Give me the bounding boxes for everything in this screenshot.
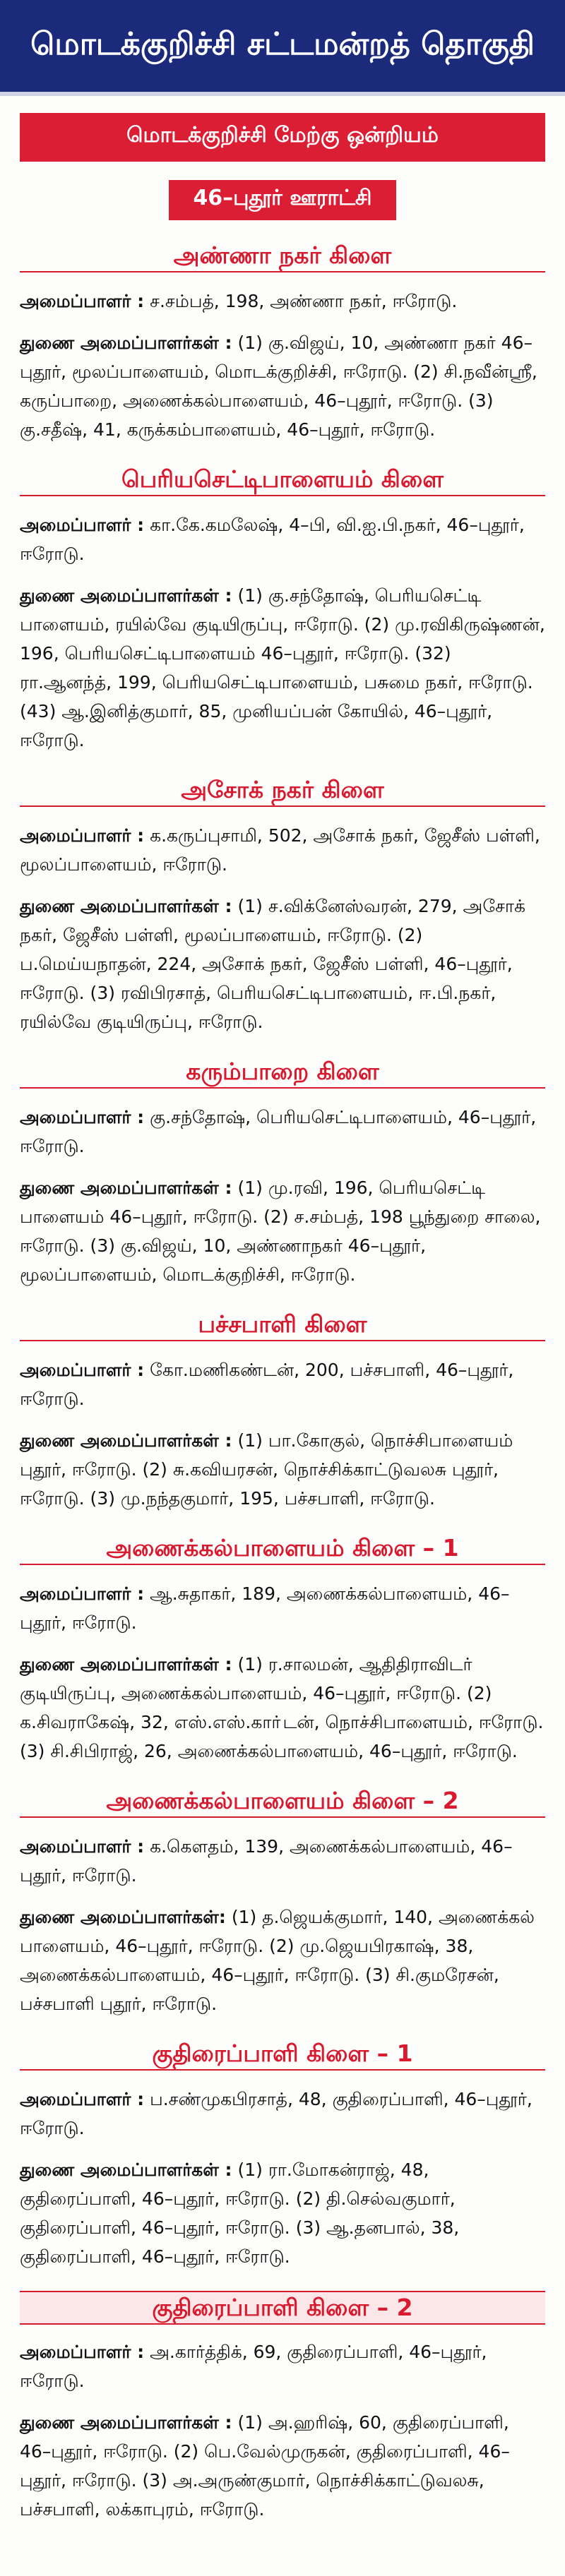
leader-text: ப.சண்முகபிரசாத், 48, குதிரைப்பாளி, 46–புதூர், ஈரோடு. [20,2089,533,2138]
deputies-label: துணை அமைப்பாளர்கள் : [20,585,232,606]
deputies-label: துணை அமைப்பாளர்கள்: [20,1907,226,1927]
branch-title: குதிரைப்பாளி கிளை – 2 [20,2291,545,2325]
branch-section [0,240,565,444]
title-divider [20,1816,545,1818]
branch-title: அணைக்கல்பாளையம் கிளை – 1 [106,1534,459,1562]
leader-label: அமைப்பாளர் : [20,1836,145,1857]
deputies-label: துணை அமைப்பாளர்கள் : [20,1654,232,1675]
deputies-entry [20,1903,545,2018]
deputies-label: துணை அமைப்பாளர்கள் : [20,1430,232,1451]
leader-label: அமைப்பாளர் : [20,1107,145,1127]
deputies-text: (1) மு.ரவி, 196, பெரியசெட்டி பாளையம் 46–புதூர், ஈரோடு. (2) ச.சம்பத், 198 பூந்துறை சாலை, ஈரோடு. (3) கு.விஜய், 10, அண்ணாநகர் 46–புதூர், மூலப்பாளையம், மொடக்குறிச்சி, ஈரோடு. [20,1178,541,1285]
leader-label: அமைப்பாளர் : [20,2089,145,2109]
title-divider [20,271,545,272]
branch-section [0,1533,565,1766]
leader-label: அமைப்பாளர் : [20,1583,145,1604]
leader-text: ஆ.சுதாகர், 189, அணைக்கல்பாளையம், 46–புதூர், ஈரோடு. [20,1583,510,1633]
deputies-text: (1) கு.விஜய், 10, அண்ணா நகர் 46–புதூர், மூலப்பாளையம், மொடக்குறிச்சி, ஈரோடு. (2) சி.நவீன்ஸ்ரீ, கருப்பாறை, அணைக்கல்பாளையம், 46–புதூர், ஈரோடு. (3) கு.சதீஷ், 41, கருக்கம்பாளையம், 46–புதூர், ஈரோடு. [20,333,537,440]
branch-title: அசோக் நகர் கிளை [181,776,384,803]
deputies-label: துணை அமைப்பாளர்கள் : [20,2412,232,2433]
leader-entry [20,287,545,316]
title-divider [20,1564,545,1565]
title-divider [20,1340,545,1341]
leader-text: க.கருப்புசாமி, 502, அசோக் நகர், ஜேசீஸ் பள்ளி, மூலப்பாளையம், ஈரோடு. [20,825,540,875]
title-spacer [20,2325,545,2337]
branch-section [0,464,565,755]
leader-label: அமைப்பாளர் : [20,515,145,535]
branch-section [0,1309,565,1513]
branch-title: பச்சபாளி கிளை [198,1310,367,1338]
deputies-text: (1) அ.ஹரிஷ், 60, குதிரைப்பாளி, 46–புதூர், ஈரோடு. (2) பெ.வேல்முருகன், குதிரைப்பாளி, 46–புதூர், ஈரோடு. (3) அ.அருண்குமார், நொச்சிக்காட்டுவலசு, பச்சபாளி, லக்காபுரம், ஈரோடு. [20,2412,510,2520]
title-divider [20,2069,545,2071]
leader-text: கா.கே.கமலேஷ், 4–பி, வி.ஐ.பி.நகர், 46–புதூர், ஈரோடு. [20,515,525,564]
deputies-label: துணை அமைப்பாளர்கள் : [20,2159,232,2180]
leader-entry [20,1832,545,1890]
title-divider [20,805,545,807]
branch-title: அண்ணா நகர் கிளை [173,241,392,269]
leader-entry [20,510,545,568]
branch-title: கரும்பாறை கிளை [186,1058,379,1085]
leader-label: அமைப்பாளர் : [20,1360,145,1380]
leader-text: கு.சந்தோஷ், பெரியசெட்டிபாளையம், 46–புதூர், ஈரோடு. [20,1107,537,1156]
panchayat-banner-wrap [0,180,565,220]
deputies-entry [20,1426,545,1513]
deputies-entry [20,1650,545,1766]
deputies-entry [20,892,545,1036]
deputies-entry [20,1173,545,1289]
leader-label: அமைப்பாளர் : [20,825,145,846]
constituency-title: மொடக்குறிச்சி சட்டமன்றத் தொகுதி [30,25,535,62]
page-header [0,0,565,96]
branch-section [0,1785,565,2018]
deputies-label: துணை அமைப்பாளர்கள் : [20,896,232,916]
branch-section [0,1056,565,1289]
leader-label: அமைப்பாளர் : [20,291,145,311]
deputies-entry [20,581,545,755]
branch-section [0,774,565,1036]
leader-entry [20,2337,545,2395]
deputies-label: துணை அமைப்பாளர்கள் : [20,1178,232,1198]
leader-text: ச.சம்பத், 198, அண்ணா நகர், ஈரோடு. [150,291,458,311]
leader-entry [20,1579,545,1637]
branch-section [0,2038,565,2271]
deputies-text: (1) ர.சாலமன், ஆதிதிராவிடர் குடியிருப்பு, அணைக்கல்பாளையம், 46–புதூர், ஈரோடு. (2) க.சிவராகேஷ், 32, எஸ்.எஸ்.காா்டன், நொச்சிபாளையம், ஈரோடு. (3) சி.சிபிராஜ், 26, அணைக்கல்பாளையம், 46–புதூர், ஈரோடு. [20,1654,544,1761]
deputies-entry [20,2155,545,2271]
branch-title: குதிரைப்பாளி கிளை – 1 [152,2039,413,2067]
deputies-entry [20,2408,545,2524]
leader-entry [20,1355,545,1413]
deputies-text: (1) பா.கோகுல், நொச்சிபாளையம் புதூர், ஈரோடு. (2) சு.கவியரசன், நொச்சிக்காட்டுவலசு புதூர், ஈரோடு. (3) மு.நந்தகுமார், 195, பச்சபாளி, ஈரோடு. [20,1430,513,1509]
panchayat-banner: 46–புதூர் ஊராட்சி [169,180,396,220]
leader-text: அ.கார்த்திக், 69, குதிரைப்பாளி, 46–புதூர், ஈரோடு. [20,2342,487,2391]
branch-title: அணைக்கல்பாளையம் கிளை – 2 [106,1787,459,1814]
deputies-label: துணை அமைப்பாளர்கள் : [20,333,232,353]
deputies-text: (1) கு.சந்தோஷ், பெரியசெட்டி பாளையம், ரயில்வே குடியிருப்பு, ஈரோடு. (2) மு.ரவிகிருஷ்ணன், 196, பெரியசெட்டிபாளையம் 46–புதூர், ஈரோடு. (32) ரா.ஆனந்த், 199, பெரியசெட்டிபாளையம், பசுமை நகர், ஈரோடு. (43) ஆ.இனித்குமார், 85, முனியப்பன் கோயில், 46–புதூர், ஈரோடு. [20,585,545,750]
union-banner: மொடக்குறிச்சி மேற்கு ஒன்றியம் [20,113,545,162]
deputies-text: (1) த.ஜெயக்குமார், 140, அணைக்கல் பாளையம், 46–புதூர், ஈரோடு. (2) மு.ஜெயபிரகாஷ், 38, அணைக்கல்பாளையம், 46–புதூர், ஈரோடு. (3) சி.குமரேசன், பச்சபாளி புதூர், ஈரோடு. [20,1907,535,2014]
leader-label: அமைப்பாளர் : [20,2342,145,2362]
deputies-entry [20,328,545,444]
title-divider [20,495,545,496]
branch-title: பெரியசெட்டிபாளையம் கிளை [121,465,444,493]
leader-entry [20,821,545,879]
branch-section [0,2291,565,2524]
leader-entry [20,2085,545,2143]
deputies-text: (1) ச.விக்னேஸ்வரன், 279, அசோக் நகர், ஜேசீஸ் பள்ளி, மூலப்பாளையம், ஈரோடு. (2) ப.மெய்யநாதன், 224, அசோக் நகர், ஜேசீஸ் பள்ளி, 46–புதூர், ஈரோடு. (3) ரவிபிரசாத், பெரியசெட்டிபாளையம், ஈ.பி.நகர், ரயில்வே குடியிருப்பு, ஈரோடு. [20,896,525,1032]
leader-text: க.கௌதம், 139, அணைக்கல்பாளையம், 46–புதூர், ஈரோடு. [20,1836,513,1886]
deputies-text: (1) ரா.மோகன்ராஜ், 48, குதிரைப்பாளி, 46–புதூர், ஈரோடு. (2) தி.செல்வகுமார், குதிரைப்பாளி, 46–புதூர், ஈரோடு. (3) ஆ.தனபால், 38, குதிரைப்பாளி, 46–புதூர், ஈரோடு. [20,2159,460,2267]
leader-entry [20,1103,545,1161]
title-divider [20,1087,545,1089]
leader-text: கோ.மணிகண்டன், 200, பச்சபாளி, 46–புதூர், ஈரோடு. [20,1360,514,1409]
